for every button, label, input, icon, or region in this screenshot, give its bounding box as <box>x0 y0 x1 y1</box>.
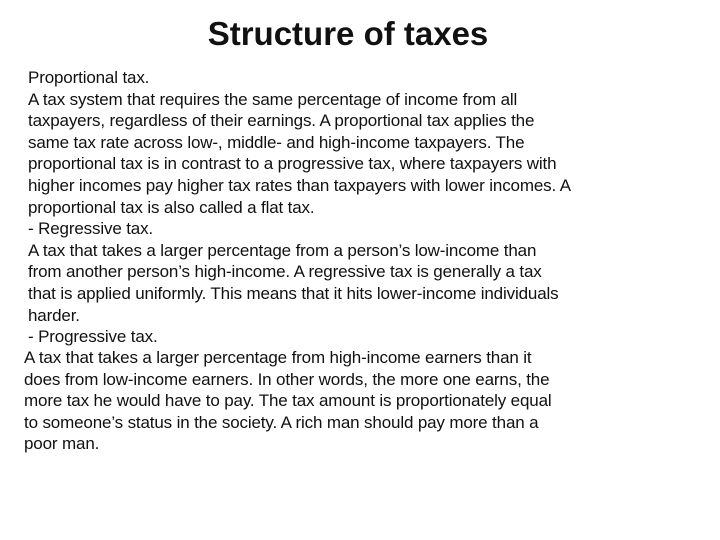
body-line: proportional tax is also called a flat tax. <box>28 197 315 217</box>
body-line: - Regressive tax. <box>28 219 153 239</box>
body-line: poor man. <box>24 434 100 454</box>
body-line: A tax that takes a larger percentage from a person’s low-income than <box>28 240 537 260</box>
body-line: A tax that takes a larger percentage from high-income earners than it <box>24 348 532 367</box>
body-line: to someone’s status in the society. A rich man should pay more than a <box>24 412 539 432</box>
body-text-indented <box>28 67 571 348</box>
body-line: does from low-income earners. In other words, the more one earns, the <box>24 369 550 389</box>
body-line: from another person’s high-income. A regressive tax is generally a tax <box>28 262 542 282</box>
body-line: A tax system that requires the same percentage of income from all <box>28 89 518 109</box>
body-line: that is applied uniformly. This means that it hits lower-income individuals <box>28 283 559 303</box>
body-line: Proportional tax. <box>28 68 150 87</box>
body-line: same tax rate across low-, middle- and high-income taxpayers. The <box>28 132 525 152</box>
body-line: higher incomes pay higher tax rates than taxpayers with lower incomes. A <box>28 175 571 195</box>
body-line: taxpayers, regardless of their earnings. A proportional tax applies the <box>28 111 535 131</box>
body-line: more tax he would have to pay. The tax amount is proportionately equal <box>24 391 552 411</box>
body-text-outdented <box>24 347 552 455</box>
slide-title: Structure of taxes <box>207 15 489 52</box>
body-line: harder. <box>28 305 80 325</box>
body-line: - Progressive tax. <box>28 327 158 347</box>
body-line: proportional tax is in contrast to a progressive tax, where taxpayers with <box>28 154 557 174</box>
